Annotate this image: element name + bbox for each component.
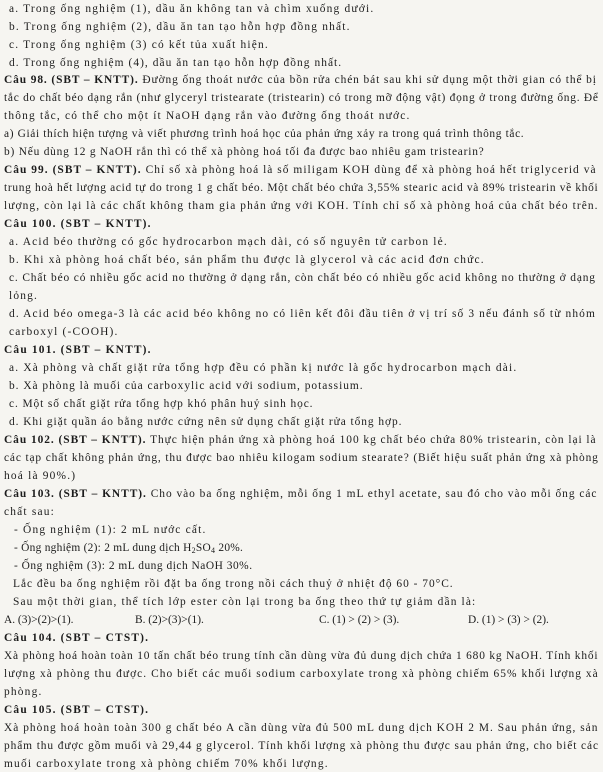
text-segment: các tạp chất không phản ứng, thu được bao nhiêu kilogam sodium stearate? (Biết hiệu suất phản ứng xà phòng <box>4 452 599 464</box>
text-line <box>4 145 485 160</box>
text-line <box>13 595 476 610</box>
text-segment: chất sau: <box>4 506 55 518</box>
text-segment: carboxyl (-COOH). <box>9 326 119 338</box>
text-segment: Đường ống thoát nước của bồn rửa chén bát sau khi sử dụng một thời gian có thể bị <box>138 74 597 86</box>
text-line <box>4 73 597 88</box>
text-segment: b. Trong ống nghiệm (2), dầu ăn tan tạo hỗn hợp đồng nhất. <box>9 21 351 33</box>
text-line <box>4 163 597 178</box>
text-segment: a. Xà phòng và chất giặt rửa tổng hợp đều có phần kị nước là gốc hydrocarbon mạch dài. <box>9 362 518 374</box>
text-segment: Chỉ số xà phòng hoá là số miligam KOH dùng để xà phòng hoá hết triglycerid và <box>141 164 597 176</box>
question-heading: Câu 104. (SBT – CTST). <box>4 632 150 644</box>
question-heading: Câu 99. (SBT – KNTT). <box>4 164 142 176</box>
text-segment: 4 <box>210 546 216 555</box>
text-segment: Lắc đều ba ống nghiệm rồi đặt ba ống trong nồi cách thuỷ ở nhiệt độ 60 - 70°C. <box>13 578 454 590</box>
text-segment: d. Acid béo omega-3 là các acid béo không no có liên kết đôi đầu tiên ở vị trí số 3 nếu đánh số từ nhóm <box>9 308 596 320</box>
text-segment: c. Trong ống nghiệm (3) có kết tủa xuất hiện. <box>9 39 269 51</box>
text-line <box>4 199 599 214</box>
text-line <box>4 181 598 196</box>
text-segment: b) Nếu dùng 12 g NaOH rắn thì có thể xà phòng hoá tối đa được bao nhiêu gam tristearin? <box>4 146 485 158</box>
text-segment: trung hoà hết lượng acid tự do trong 1 g chất béo. Một chất béo chứa 3,55% stearic acid và 89% tristearin về khối <box>4 182 599 194</box>
text-segment: 2 <box>191 546 196 555</box>
text-line <box>13 577 454 592</box>
text-segment: d. Khi giặt quần áo bằng nước cứng nên sử dụng chất giặt rửa tổng hợp. <box>9 416 403 428</box>
text-line <box>4 469 76 484</box>
text-line <box>9 2 374 17</box>
text-line <box>4 433 597 448</box>
text-segment: a) Giải thích hiện tượng và viết phương trình hoá học của phản ứng xảy ra trong quá trình thông tắc. <box>4 128 525 140</box>
text-line <box>14 559 253 574</box>
text-line <box>4 127 524 142</box>
question-heading: Câu 103. (SBT – KNTT). <box>4 488 147 500</box>
text-line <box>9 235 448 250</box>
question-heading: Câu 101. (SBT – KNTT). <box>4 344 152 356</box>
text-line <box>4 487 597 502</box>
text-line <box>4 757 329 772</box>
text-segment: 20%. <box>215 542 244 554</box>
text-segment: c. Chất béo có nhiều gốc acid no thường ở dạng rắn, còn chất béo có nhiều gốc acid không no thường ở dạng <box>9 272 596 284</box>
text-segment: phòng. <box>4 686 43 698</box>
answer-option: C. (1) > (2) > (3). <box>319 614 400 626</box>
text-line <box>4 343 152 358</box>
text-line <box>9 56 342 71</box>
text-segment: lượng, còn lại là các chất không tham gia phản ứng với KOH. Tính chỉ số xà phòng hoá của chất béo trên. <box>4 200 599 212</box>
text-line <box>4 649 598 664</box>
text-segment: - Ống nghiệm (2): 2 mL dung dịch H <box>14 542 192 554</box>
text-line <box>14 523 207 538</box>
text-line <box>4 685 43 700</box>
question-heading: Câu 105. (SBT – CTST). <box>4 704 150 716</box>
text-line <box>4 451 599 466</box>
text-segment: Cho vào ba ống nghiệm, mỗi ống 1 mL ethyl acetate, sau đó cho vào mỗi ống các <box>146 488 598 500</box>
text-segment: thông tắc, có thể cho một ít NaOH dạng rắn vào đường ống thoát nước. <box>4 110 411 122</box>
text-line <box>9 379 364 394</box>
text-segment: lượng xà phòng thu được. Cho biết các muối sodium carboxylate trong xà phòng chiếm 65% khối lượng xà <box>4 668 599 680</box>
text-line <box>9 307 596 322</box>
text-line <box>4 217 152 232</box>
text-line <box>14 541 243 556</box>
answer-option: B. (2)>(3)>(1). <box>135 614 204 626</box>
text-line <box>9 397 313 412</box>
text-segment: Xà phòng hoá hoàn toàn 300 g chất béo A cần dùng vừa đủ 500 mL dung dịch KOH 2 M. Sau phản ứng, sản <box>4 722 599 734</box>
text-segment: b. Khi xà phòng hoá chất béo, sản phẩm thu được là glycerol và các acid đơn chức. <box>9 254 485 266</box>
text-segment: muối carboxylate trong xà phòng chiếm 70% khối lượng. <box>4 758 329 770</box>
text-line <box>9 415 402 430</box>
text-segment: hoá là 90%.) <box>4 470 77 482</box>
text-line <box>9 20 351 35</box>
question-heading: Câu 100. (SBT – KNTT). <box>4 218 152 230</box>
text-line <box>9 289 38 304</box>
answer-option: D. (1) > (3) > (2). <box>468 614 549 626</box>
text-segment: b. Xà phòng là muối của carboxylic acid với sodium, potassium. <box>9 380 364 392</box>
text-line <box>9 271 596 286</box>
text-segment: Xà phòng hoá hoàn toàn 10 tấn chất béo trung tính cần dùng vừa đủ dung dịch chứa 1 680 kg NaOH. Tính khối <box>4 650 599 662</box>
text-segment: - Ống nghiệm (3): 2 mL dung dịch NaOH 30%. <box>14 560 253 572</box>
text-segment: SO <box>195 542 211 554</box>
text-segment: a. Acid béo thường có gốc hydrocarbon mạch dài, có số nguyên tử carbon lẻ. <box>9 236 448 248</box>
text-segment: Thực hiện phản ứng xà phòng hoá 100 kg chất béo chứa 80% tristearin, còn lại là <box>146 434 597 446</box>
text-line <box>4 739 599 754</box>
text-segment: c. Một số chất giặt rửa tổng hợp khó phân huỷ sinh học. <box>9 398 314 410</box>
text-segment: phẩm thu được gồm muối và 29,44 g glycerol. Tính khối lượng xà phòng thu được sau phản ứng, cho biết các <box>4 740 599 752</box>
text-line <box>4 109 411 124</box>
text-line <box>9 361 517 376</box>
text-line <box>9 38 269 53</box>
text-segment: a. Trong ống nghiệm (1), dầu ăn không tan và chìm xuống dưới. <box>9 3 375 15</box>
text-segment: d. Trong ống nghiệm (4), dầu ăn tan tạo hỗn hợp đồng nhất. <box>9 57 343 69</box>
text-line <box>4 721 598 736</box>
text-line <box>4 703 149 718</box>
text-line <box>4 667 599 682</box>
text-line <box>9 325 119 340</box>
text-segment: lỏng. <box>9 290 39 302</box>
text-segment: Sau một thời gian, thể tích lớp ester còn lại trong ba ống theo thứ tự giảm dần là: <box>13 596 477 608</box>
text-line <box>9 253 485 268</box>
text-segment: tắc do chất béo dạng rắn (như glyceryl tristearate (tristearin) có trong mỡ động vật) đọng ở trong đường ống. Để <box>4 92 599 104</box>
answer-option: A. (3)>(2)>(1). <box>4 614 74 626</box>
text-line <box>4 505 55 520</box>
text-line <box>4 631 149 646</box>
text-line <box>4 91 599 106</box>
question-heading: Câu 98. (SBT – KNTT). <box>4 74 139 86</box>
question-heading: Câu 102. (SBT – KNTT). <box>4 434 147 446</box>
text-segment: - Ống nghiệm (1): 2 mL nước cất. <box>14 524 207 536</box>
